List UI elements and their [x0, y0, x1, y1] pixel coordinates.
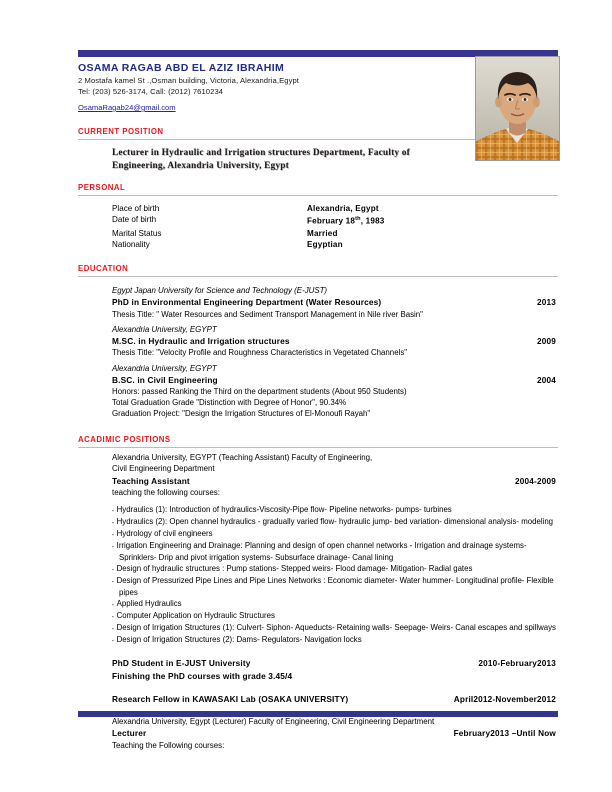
- education-entry-msc: [112, 320, 556, 359]
- dob-main: February 18: [307, 217, 356, 227]
- dob-year: , 1983: [360, 217, 385, 227]
- education-degree: M.SC. in Hydraulic and Irrigation structures: [112, 335, 290, 346]
- education-org: Alexandria University, EGYPT: [112, 363, 217, 373]
- table-row: [112, 239, 556, 250]
- contact-block: [78, 62, 408, 115]
- email-link[interactable]: OsamaRagab24@gmail.com: [78, 103, 176, 112]
- section-heading-personal: PERSONAL: [78, 176, 558, 196]
- personal-label-date-of-birth: Date of birth: [112, 215, 157, 225]
- education-degree-row: [112, 374, 556, 387]
- education-detail: Thesis Title: "Velocity Profile and Roughness Characteristics in Vegetated Channels": [112, 348, 408, 358]
- education-year: 2013: [536, 298, 556, 308]
- education-detail: Thesis Title: " Water Resources and Sediment Transport Management in Nile river Basin": [112, 309, 423, 319]
- phd-student-year: 2010-February2013: [478, 659, 556, 669]
- current-position-text: Lecturer in Hydraulic and Irrigation structures Department, Faculty of Engineering, Alexandria University, Egypt: [112, 147, 410, 170]
- list-item: ▪ Computer Application on Hydraulic Structures: [112, 610, 556, 622]
- phd-student-title: PhD Student in E-JUST University: [112, 658, 251, 669]
- ta-title: Teaching Assistant: [112, 475, 190, 486]
- phd-student-row: [112, 657, 556, 669]
- section-heading-education: EDUCATION: [78, 257, 558, 277]
- lecturer-courses-intro: Teaching the Following courses:: [112, 740, 225, 750]
- cv-content: [78, 50, 558, 751]
- lecturer-org: Alexandria University, Egypt (Lecturer) Faculty of Engineering, Civil Engineering Department: [112, 717, 435, 727]
- education-degree: PhD in Environmental Engineering Department (Water Resources): [112, 297, 382, 308]
- education-degree: B.SC. in Civil Engineering: [112, 374, 218, 385]
- list-item: ▪ Design of hydraulic structures : Pump stations- Stepped weirs- Flood damage- Mitigation- Radial gates: [112, 563, 556, 575]
- research-fellow-year: April2012-November2012: [453, 694, 556, 704]
- academic-positions-body: [78, 452, 558, 751]
- education-detail: Total Graduation Grade "Distinction with Degree of Honor", 90.34%: [112, 398, 347, 408]
- ta-title-row: [112, 475, 556, 488]
- education-year: 2009: [536, 336, 556, 346]
- section-heading-current-position: CURRENT POSITION: [78, 120, 558, 140]
- education-org: Alexandria University, EGYPT: [112, 324, 217, 334]
- portrait-photo: [475, 56, 560, 161]
- education-detail: Graduation Project: "Design the Irrigation Structures of El-Monoufi Rayah": [112, 409, 371, 419]
- list-item: ▪ Hydrology of civil engineers: [112, 528, 556, 540]
- table-row: [112, 214, 556, 227]
- list-item: ▪ Irrigation Engineering and Drainage: Planning and design of open channel networks - Irrigation and drainage systems- Sprinklers- Drip and pivot irrigation systems- Subsurface drainage- Canal lining: [112, 540, 556, 563]
- list-item: ▪ Hydraulics (2): Open channel hydraulics - gradually varied flow- hydraulic jump- bed variation- dimensional analysis- modeling: [112, 516, 556, 528]
- candidate-name: OSAMA RAGAB ABD EL AZIZ IBRAHIM: [78, 62, 285, 74]
- education-degree-row: [112, 335, 556, 348]
- list-item: ▪ Hydraulics (1): Introduction of hydraulics-Viscosity-Pipe flow- Pipeline networks- pumps- turbines: [112, 504, 556, 516]
- phd-student-note: Finishing the PhD courses with grade 3.45/4: [112, 670, 293, 681]
- personal-label-nationality: Nationality: [112, 239, 150, 249]
- list-item: ▪ Design of Irrigation Structures (2): Dams- Regulators- Navigation locks: [112, 634, 556, 646]
- lecturer-title-row: [112, 727, 556, 739]
- education-detail: Honors: passed Ranking the Third on the department students (About 950 Students): [112, 387, 407, 396]
- research-fellow-row: [112, 693, 556, 705]
- ta-org-line-1: Alexandria University, EGYPT (Teaching Assistant) Faculty of Engineering,: [112, 453, 373, 463]
- education-year: 2004: [536, 375, 556, 385]
- ta-courses-intro: teaching the following courses:: [112, 488, 220, 498]
- lecturer-year: February2013 –Until Now: [453, 729, 556, 739]
- education-org: Egypt Japan University for Science and Technology (E-JUST): [112, 286, 328, 296]
- personal-label-place-of-birth: Place of birth: [112, 204, 160, 213]
- education-entry-phd: [112, 281, 556, 320]
- education-entry-bsc: [112, 359, 556, 420]
- phone-line: Tel: (203) 526-3174, Call: (2012) 7610234: [78, 86, 224, 96]
- ta-org-line-2: Civil Engineering Department: [112, 464, 215, 474]
- table-row: [112, 228, 556, 239]
- ta-course-list: [112, 498, 556, 646]
- research-fellow-title: Research Fellow in KAWASAKI Lab (OSAKA UNIVERSITY): [112, 693, 349, 704]
- list-item: ▪ Applied Hydraulics: [112, 598, 556, 610]
- section-heading-academic-positions: ACADIMIC POSITIONS: [78, 428, 558, 448]
- list-item: ▪ Design of Pressurized Pipe Lines and Pipe Lines Networks : Economic diameter- Water hummer- Longitudinal profile- Flexible pipes: [112, 575, 556, 598]
- ta-year: 2004-2009: [515, 476, 556, 486]
- table-row: [112, 203, 556, 214]
- personal-label-marital-status: Marital Status: [112, 228, 162, 238]
- lecturer-title: Lecturer: [112, 728, 147, 739]
- personal-value-nationality: Egyptian: [307, 239, 343, 249]
- personal-value-date-of-birth: [307, 214, 384, 227]
- education-body: [78, 281, 558, 428]
- list-item: ▪ Design of Irrigation Structures (1): Culvert- Siphon- Aqueducts- Retaining walls- Seepage- Weirs- Canal escapes and spillways: [112, 622, 556, 634]
- personal-table: [78, 200, 558, 257]
- personal-value-place-of-birth: Alexandria, Egypt: [307, 204, 379, 213]
- address-line: 2 Mostafa kamel St .,Osman building, Victoria, Alexandria,Egypt: [78, 76, 300, 85]
- dob-ordinal: th: [355, 216, 361, 223]
- education-degree-row: [112, 296, 556, 309]
- cv-header: [78, 62, 558, 120]
- bottom-accent-bar: [78, 711, 558, 717]
- personal-value-marital-status: Married: [307, 228, 338, 238]
